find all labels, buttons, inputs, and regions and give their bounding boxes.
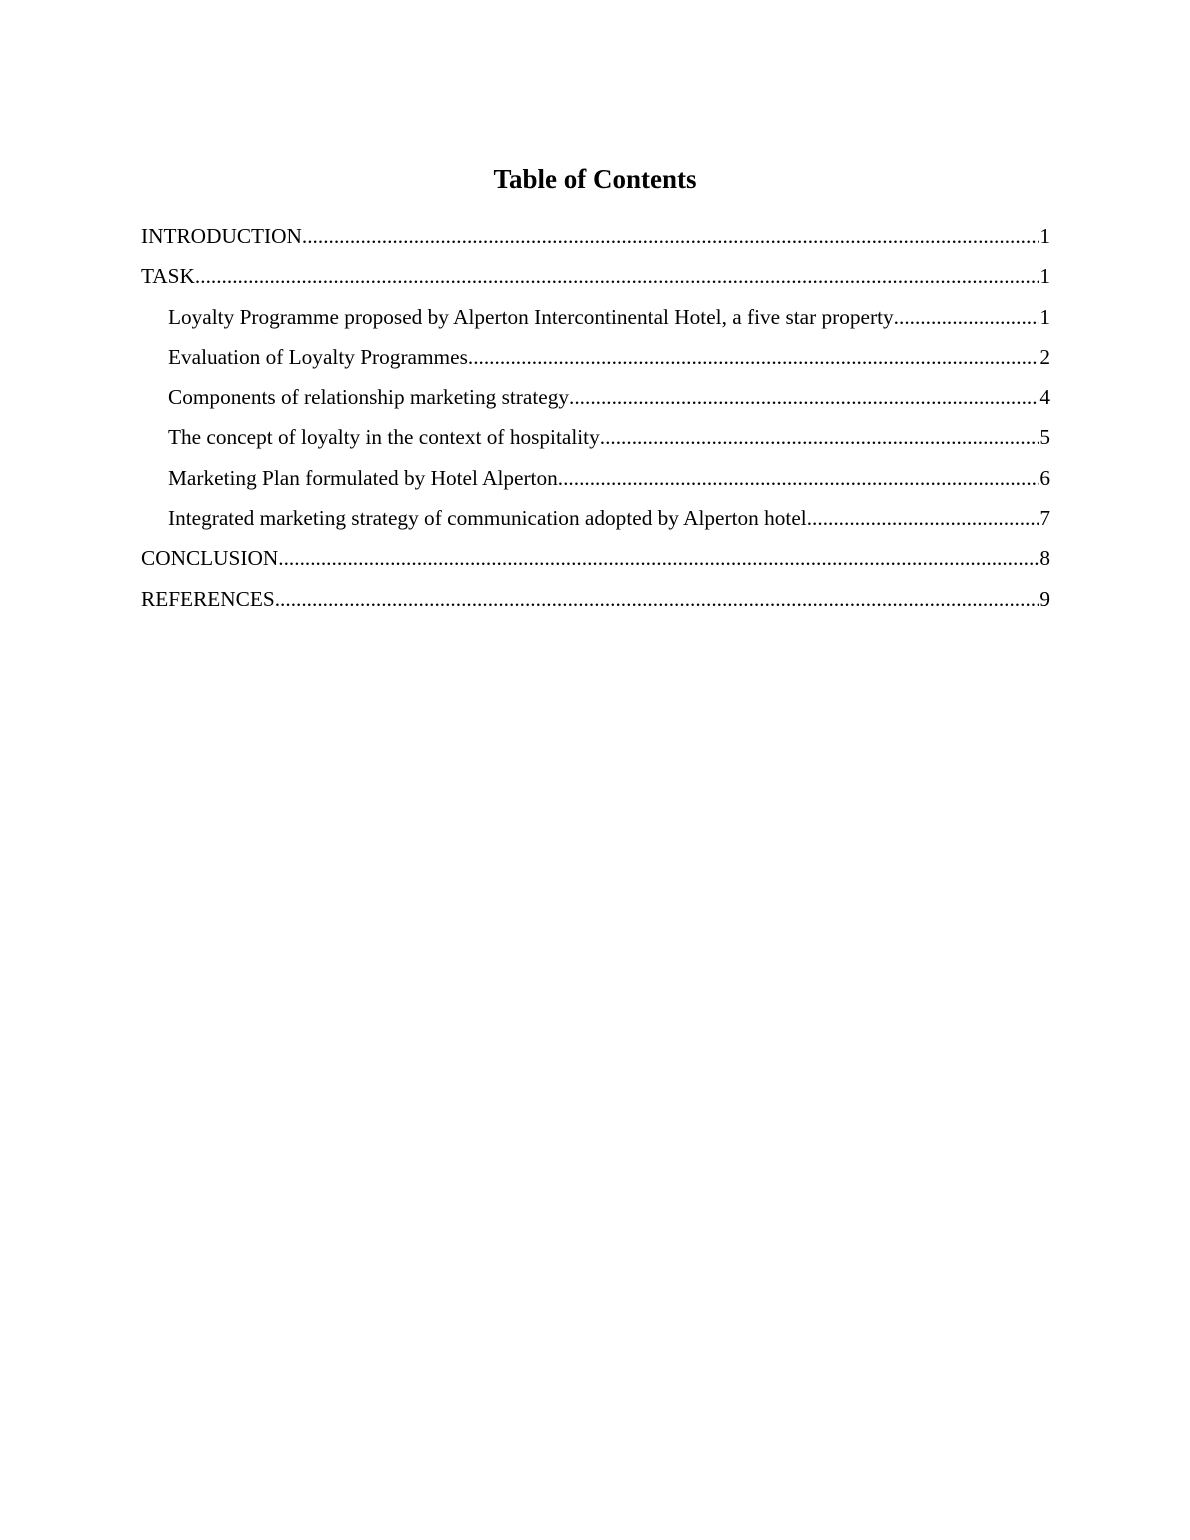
toc-entry-text: Components of relationship marketing strategy: [168, 385, 570, 410]
toc-entry-evaluation[interactable]: [141, 337, 1050, 377]
toc-page-number: 4: [1039, 385, 1050, 410]
toc-dot-leader: [807, 498, 1040, 538]
toc-page-number: 7: [1039, 506, 1050, 531]
toc-entry-references[interactable]: [141, 579, 1050, 619]
toc-entry-introduction[interactable]: [141, 216, 1050, 256]
toc-dot-leader: [468, 337, 1039, 377]
toc-dot-leader: [195, 256, 1039, 296]
toc-entry-text: TASK: [141, 264, 195, 289]
toc-entry-text: The concept of loyalty in the context of hospitality: [168, 425, 600, 450]
toc-entry-text: REFERENCES: [141, 586, 275, 611]
toc-page-number: 1: [1039, 264, 1050, 289]
toc-dot-leader: [894, 297, 1040, 337]
toc-entry-loyalty-programme[interactable]: [141, 297, 1050, 337]
toc-dot-leader: [569, 377, 1039, 417]
toc-entry-concept-of-loyalty[interactable]: [141, 417, 1050, 457]
toc-dot-leader: [600, 417, 1040, 457]
toc-entry-text: CONCLUSION: [141, 546, 279, 571]
toc-entry-task[interactable]: [141, 256, 1050, 296]
toc-entry-conclusion[interactable]: [141, 538, 1050, 578]
toc-page-number: 8: [1039, 546, 1050, 571]
toc-title: Table of Contents: [493, 164, 697, 194]
toc-dot-leader: [558, 458, 1040, 498]
toc-page-number: 9: [1039, 586, 1050, 611]
toc-page-number: 1: [1039, 304, 1050, 329]
toc-dot-leader: [278, 538, 1039, 578]
toc-entry-marketing-plan[interactable]: [141, 458, 1050, 498]
toc-dot-leader: [302, 216, 1039, 256]
table-of-contents: [141, 216, 1050, 619]
toc-page-number: 2: [1039, 344, 1050, 369]
toc-page-number: 6: [1039, 465, 1050, 490]
toc-dot-leader: [275, 579, 1040, 619]
toc-entry-text: Marketing Plan formulated by Hotel Alperton: [168, 465, 558, 490]
toc-entry-text: Loyalty Programme proposed by Alperton Intercontinental Hotel, a five star property: [168, 304, 894, 329]
toc-entry-text: INTRODUCTION: [141, 224, 302, 248]
toc-entry-components[interactable]: [141, 377, 1050, 417]
toc-page-number: 1: [1039, 224, 1050, 248]
toc-page-number: 5: [1039, 425, 1050, 450]
toc-entry-text: Evaluation of Loyalty Programmes: [168, 344, 468, 369]
toc-entry-text: Integrated marketing strategy of communication adopted by Alperton hotel: [168, 506, 807, 531]
toc-entry-integrated-marketing[interactable]: [141, 498, 1050, 538]
